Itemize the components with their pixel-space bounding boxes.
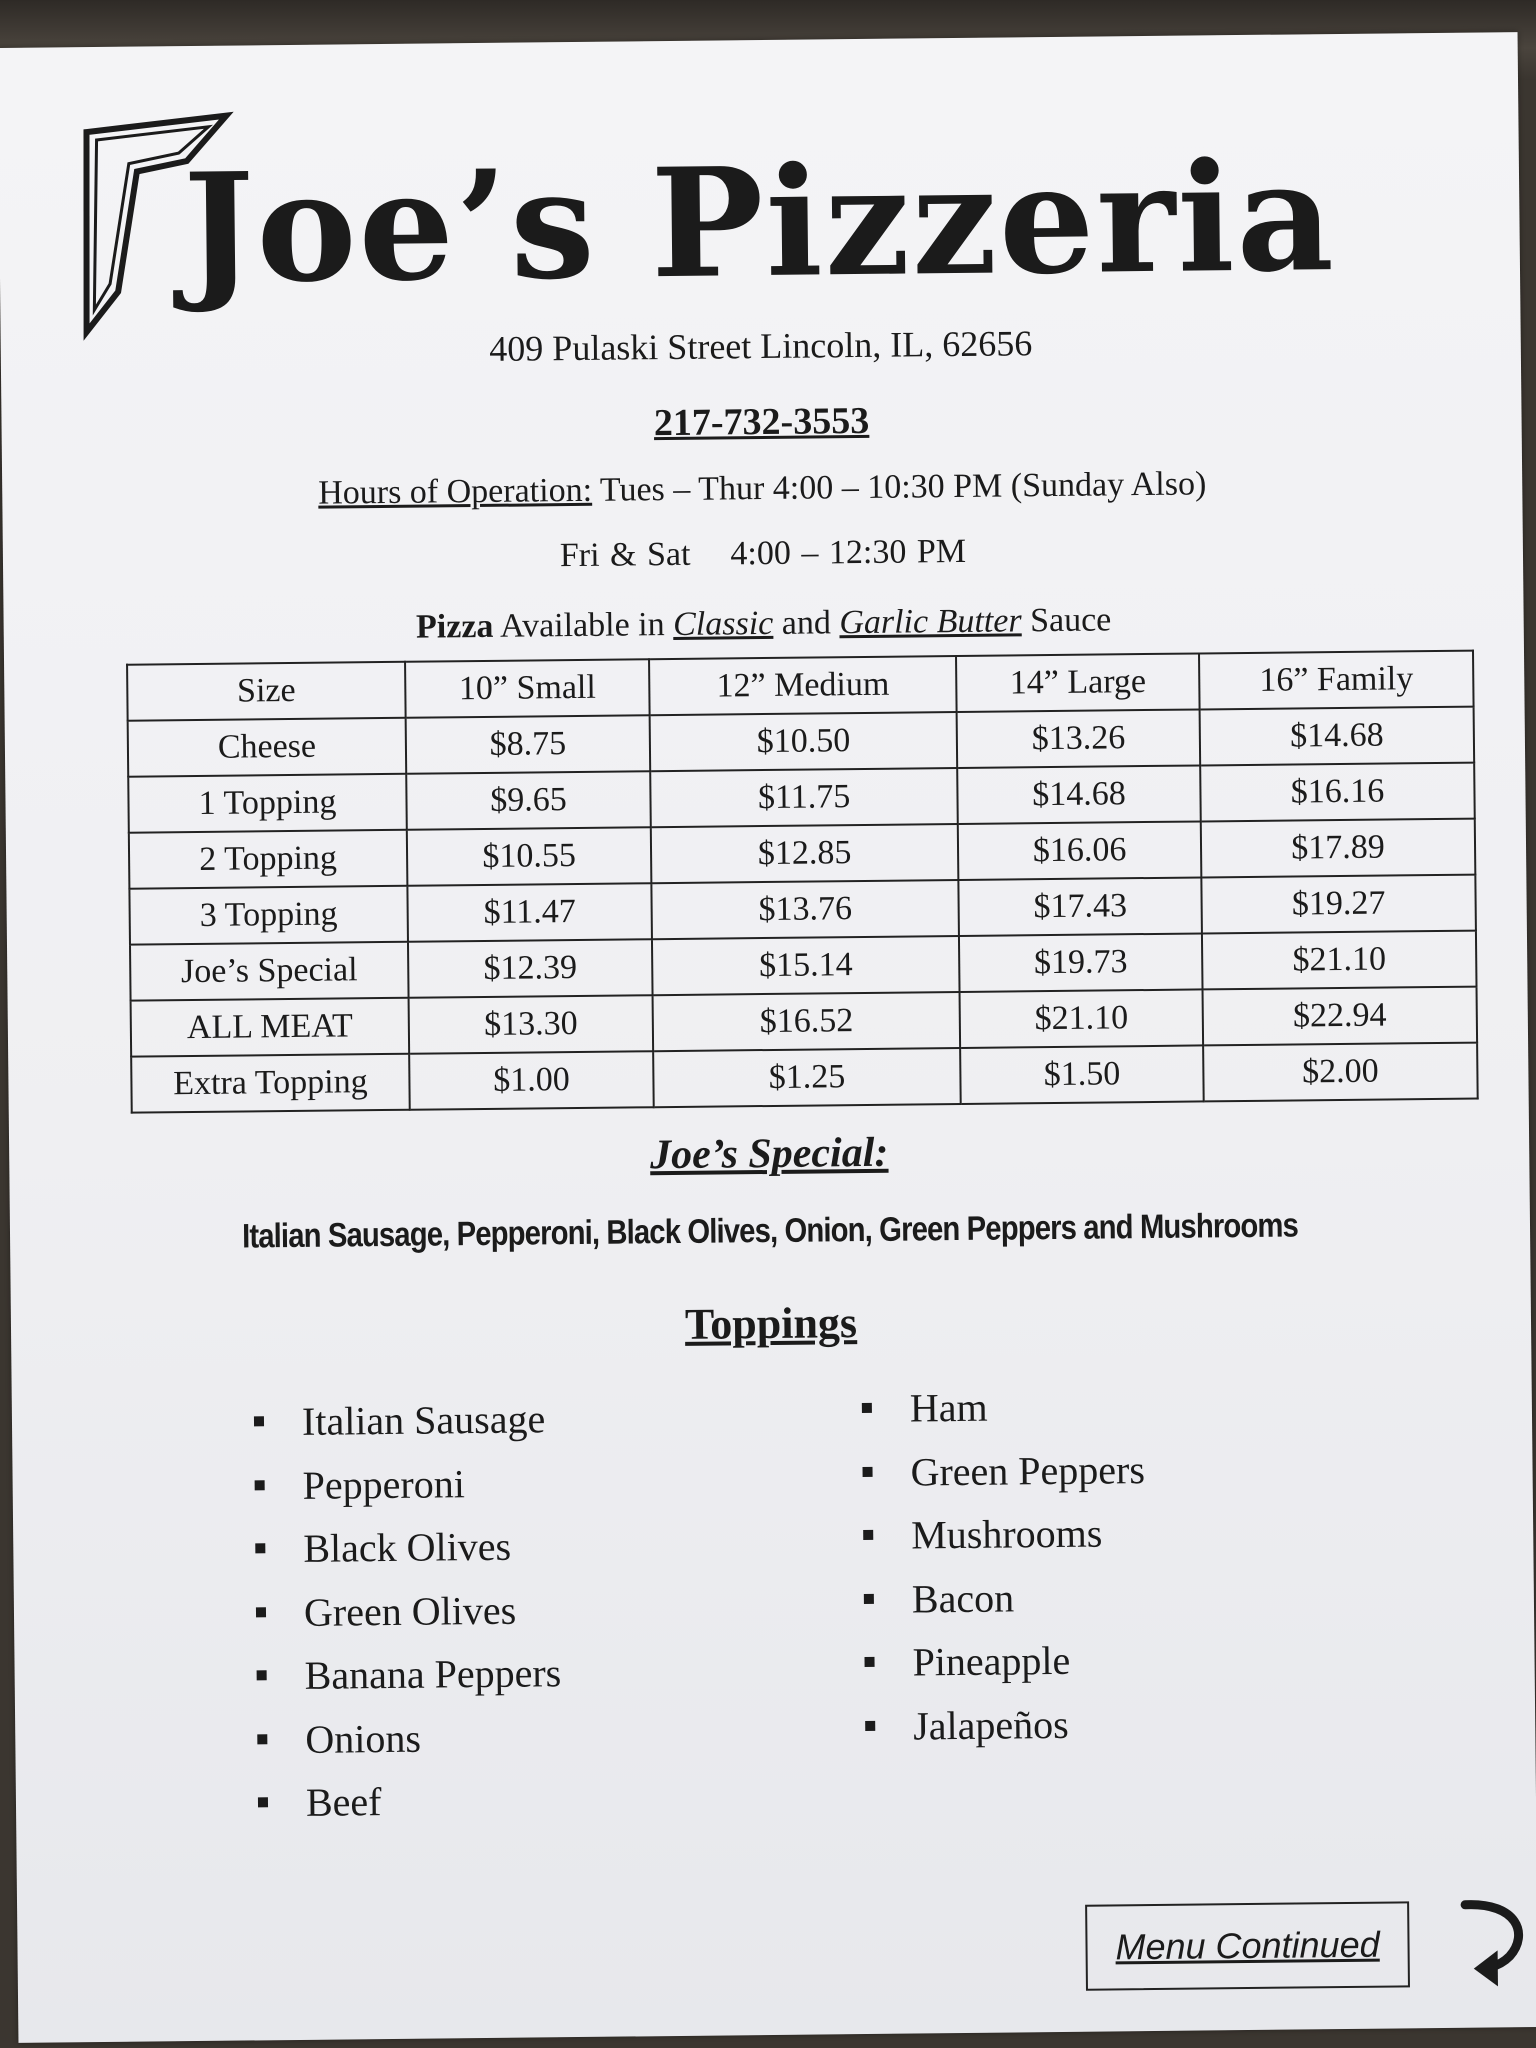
hours-label: Hours of Operation:: [318, 471, 593, 512]
list-item: Italian Sausage: [250, 1387, 559, 1454]
toppings-list-left: [250, 1387, 563, 1835]
sauce-garlic-butter: Garlic Butter: [839, 602, 1022, 642]
price-cell: $14.68: [1200, 707, 1475, 766]
list-item: Onions: [253, 1705, 562, 1772]
row-label: ALL MEAT: [131, 998, 410, 1057]
hours-line-1: [2, 462, 1522, 516]
price-cell: $22.94: [1203, 987, 1478, 1046]
price-cell: $21.10: [960, 989, 1203, 1048]
price-cell: $13.30: [409, 995, 654, 1054]
row-label: 1 Topping: [128, 774, 407, 833]
price-cell: $9.65: [406, 771, 651, 830]
price-cell: $13.76: [651, 880, 959, 939]
list-item: Mushrooms: [859, 1501, 1146, 1567]
list-item: Pineapple: [860, 1628, 1147, 1694]
price-cell: $16.52: [653, 992, 961, 1051]
sauce-classic: Classic: [672, 604, 774, 643]
price-cell: $1.50: [960, 1045, 1203, 1104]
list-item: Green Peppers: [858, 1438, 1145, 1504]
price-cell: $17.89: [1201, 819, 1476, 878]
row-label: Cheese: [128, 718, 407, 777]
price-cell: $11.75: [650, 768, 958, 827]
price-table: [126, 650, 1479, 1114]
row-label: Extra Topping: [131, 1054, 410, 1113]
toppings-list-right: [858, 1374, 1148, 1758]
price-cell: $1.25: [653, 1048, 961, 1107]
price-cell: $8.75: [406, 715, 651, 774]
list-item: Bacon: [860, 1565, 1147, 1631]
avail-word-pizza: Pizza: [415, 607, 494, 646]
header-large: 14” Large: [956, 653, 1199, 712]
page-title: Joe’s Pizzeria: [182, 129, 1337, 318]
list-item: Banana Peppers: [252, 1641, 561, 1708]
address: 409 Pulaski Street Lincoln, IL, 62656: [489, 323, 1033, 369]
price-cell: $13.26: [957, 709, 1200, 768]
avail-text-2: and: [781, 604, 832, 642]
header-small: 10” Small: [405, 659, 650, 718]
row-label: 2 Topping: [129, 830, 408, 889]
avail-text-1: Available in: [499, 606, 665, 645]
row-label: 3 Topping: [129, 886, 408, 945]
hours-line-2: [3, 527, 1523, 581]
hours-weekday: Tues – Thur 4:00 – 10:30 PM (Sunday Also): [599, 465, 1207, 509]
list-item: Ham: [858, 1374, 1145, 1440]
price-cell: $12.39: [408, 939, 653, 998]
phone-number: 217-732-3553: [653, 399, 870, 445]
menu-page: [0, 32, 1536, 2043]
hours-weekend-time: 4:00 – 12:30 PM: [730, 532, 967, 573]
special-description: Italian Sausage, Pepperoni, Black Olives, Onion, Green Peppers and Mushrooms: [241, 1206, 1299, 1256]
sauce-availability: [4, 597, 1524, 651]
price-cell: $16.06: [958, 821, 1201, 880]
price-cell: $15.14: [652, 936, 960, 995]
list-item: Black Olives: [251, 1514, 560, 1581]
header-medium: 12” Medium: [649, 656, 957, 715]
price-cell: $17.43: [959, 877, 1202, 936]
curved-arrow-icon: [1457, 1894, 1536, 1991]
toppings-heading: Toppings: [684, 1298, 858, 1349]
list-item: Beef: [254, 1768, 563, 1835]
special-heading: Joe’s Special:: [649, 1129, 889, 1179]
price-cell: $16.16: [1200, 763, 1475, 822]
price-cell: $19.27: [1201, 875, 1476, 934]
price-cell: $12.85: [651, 824, 959, 883]
price-cell: $19.73: [959, 933, 1202, 992]
header-family: 16” Family: [1199, 651, 1474, 710]
row-label: Joe’s Special: [130, 942, 409, 1001]
price-cell: $2.00: [1203, 1043, 1478, 1102]
price-cell: $11.47: [407, 883, 652, 942]
avail-text-3: Sauce: [1029, 601, 1112, 640]
hours-weekend-days: Fri & Sat: [559, 535, 691, 575]
price-cell: $1.00: [409, 1051, 654, 1110]
header-size: Size: [127, 662, 406, 721]
price-cell: $10.50: [650, 712, 958, 771]
price-cell: $10.55: [407, 827, 652, 886]
price-cell: $21.10: [1202, 931, 1477, 990]
price-cell: $14.68: [957, 765, 1200, 824]
menu-continued-box: Menu Continued: [1085, 1901, 1410, 1990]
list-item: Green Olives: [252, 1578, 561, 1645]
list-item: Jalapeños: [861, 1692, 1148, 1758]
list-item: Pepperoni: [250, 1451, 559, 1518]
